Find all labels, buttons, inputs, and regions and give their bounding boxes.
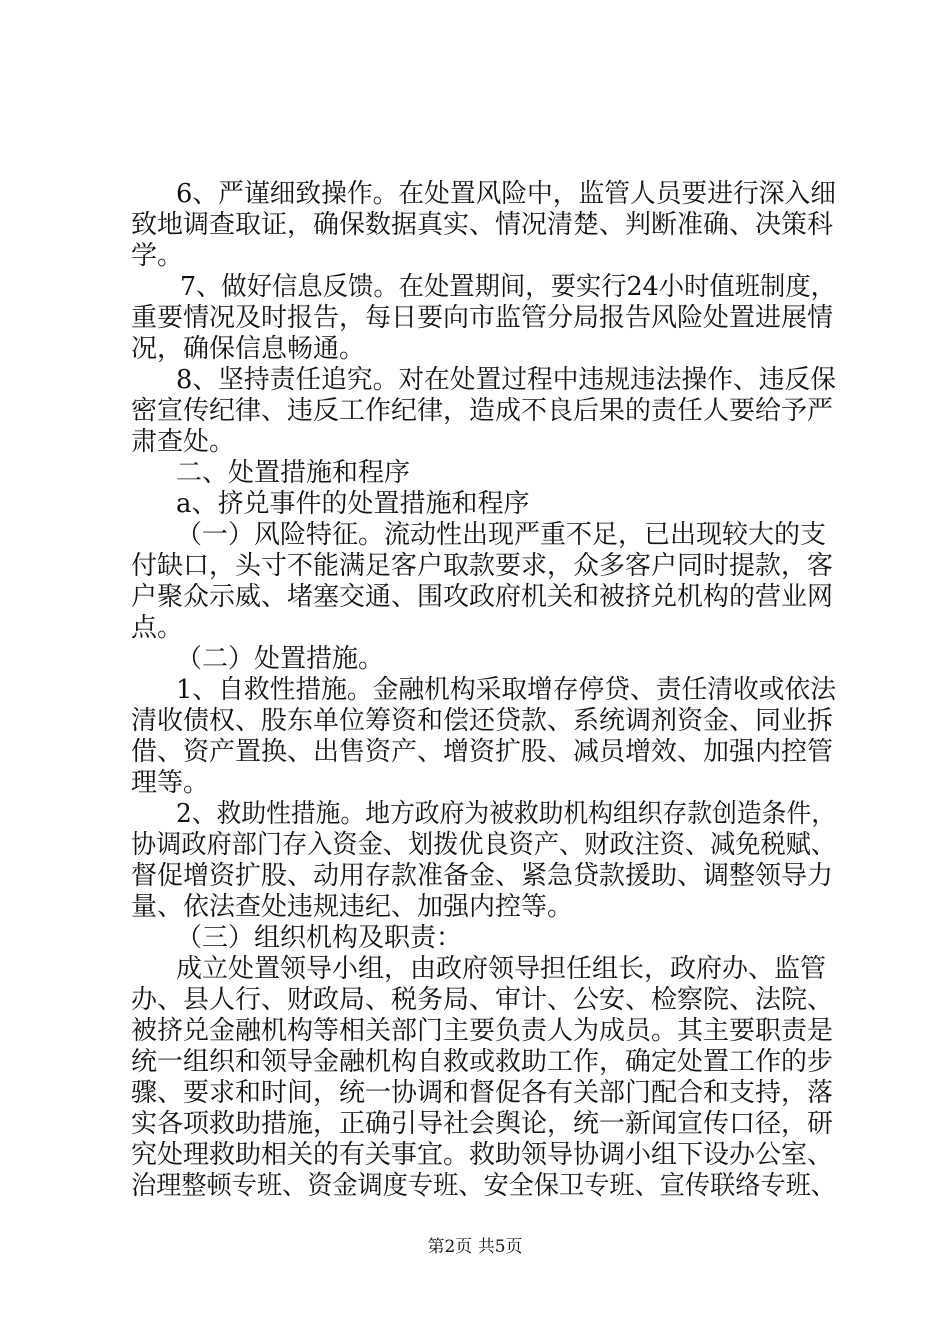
text-line: 学。 (131, 241, 184, 271)
text-line: 肃查处。 (131, 427, 236, 457)
text-line: 7、做好信息反馈。在处置期间，要实行24小时值班制度， (180, 272, 836, 302)
page-number-footer: 第2页 共5页 (427, 1237, 523, 1257)
text-line: 付缺口，头寸不能满足客户取款要求，众多客户同时提款，客 (131, 551, 834, 581)
text-line: 1、自救性措施。金融机构采取增存停贷、责任清收或依法 (176, 675, 836, 705)
text-line: 8、坚持责任追究。对在处置过程中违规违法操作、违反保 (176, 365, 836, 395)
text-line: 借、资产置换、出售资产、增资扩股、减员增效、加强内控管 (131, 737, 834, 767)
text-line: 户聚众示威、堵塞交通、围攻政府机关和被挤兑机构的营业网 (131, 582, 834, 612)
text-line: 量、依法查处违规违纪、加强内控等。 (131, 892, 574, 922)
text-line: 统一组织和领导金融机构自救或救助工作，确定处置工作的步 (131, 1047, 834, 1077)
text-line: 成立处置领导小组，由政府领导担任组长，政府办、监管 (176, 954, 827, 984)
text-line: 究处理救助相关的有关事宜。救助领导协调小组下设办公室、 (131, 1140, 834, 1170)
text-line: （一）风险特征。流动性出现严重不足，已出现较大的支 (176, 520, 827, 550)
subsection-heading: （二）处置措施。 (176, 644, 385, 674)
text-line: 督促增资扩股、动用存款准备金、紧急贷款援助、调整领导力 (131, 861, 834, 891)
text-line: 理等。 (131, 768, 210, 798)
text-line: 骤、要求和时间，统一协调和督促各有关部门配合和支持，落 (131, 1078, 834, 1108)
text-line: 清收债权、股东单位筹资和偿还贷款、系统调剂资金、同业拆 (131, 706, 834, 736)
text-line: 致地调查取证，确保数据真实、情况清楚、判断准确、决策科 (131, 210, 834, 240)
text-line: 治理整顿专班、资金调度专班、安全保卫专班、宣传联络专班、 (131, 1171, 836, 1201)
text-line: 况，确保信息畅通。 (131, 334, 366, 364)
text-line: 被挤兑金融机构等相关部门主要负责人为成员。其主要职责是 (131, 1016, 834, 1046)
text-line: 办、县人行、财政局、税务局、审计、公安、检察院、法院、 (131, 985, 834, 1015)
text-line: 实各项救助措施，正确引导社会舆论，统一新闻宣传口径，研 (131, 1109, 834, 1139)
section-heading: 二、处置措施和程序 (176, 458, 411, 488)
text-line: 重要情况及时报告，每日要向市监管分局报告风险处置进展情 (131, 303, 834, 333)
subsection-heading: a、挤兑事件的处置措施和程序 (176, 489, 530, 519)
text-line: 密宣传纪律、违反工作纪律，造成不良后果的责任人要给予严 (131, 396, 834, 426)
text-line: 6、严谨细致操作。在处置风险中，监管人员要进行深入细 (176, 179, 836, 209)
subsection-heading: （三）组织机构及职责： (176, 923, 463, 953)
text-line: 点。 (131, 613, 184, 643)
text-line: 协调政府部门存入资金、划拨优良资产、财政注资、减免税赋、 (131, 830, 836, 860)
text-line: 2、救助性措施。地方政府为被救助机构组织存款创造条件， (176, 799, 836, 829)
